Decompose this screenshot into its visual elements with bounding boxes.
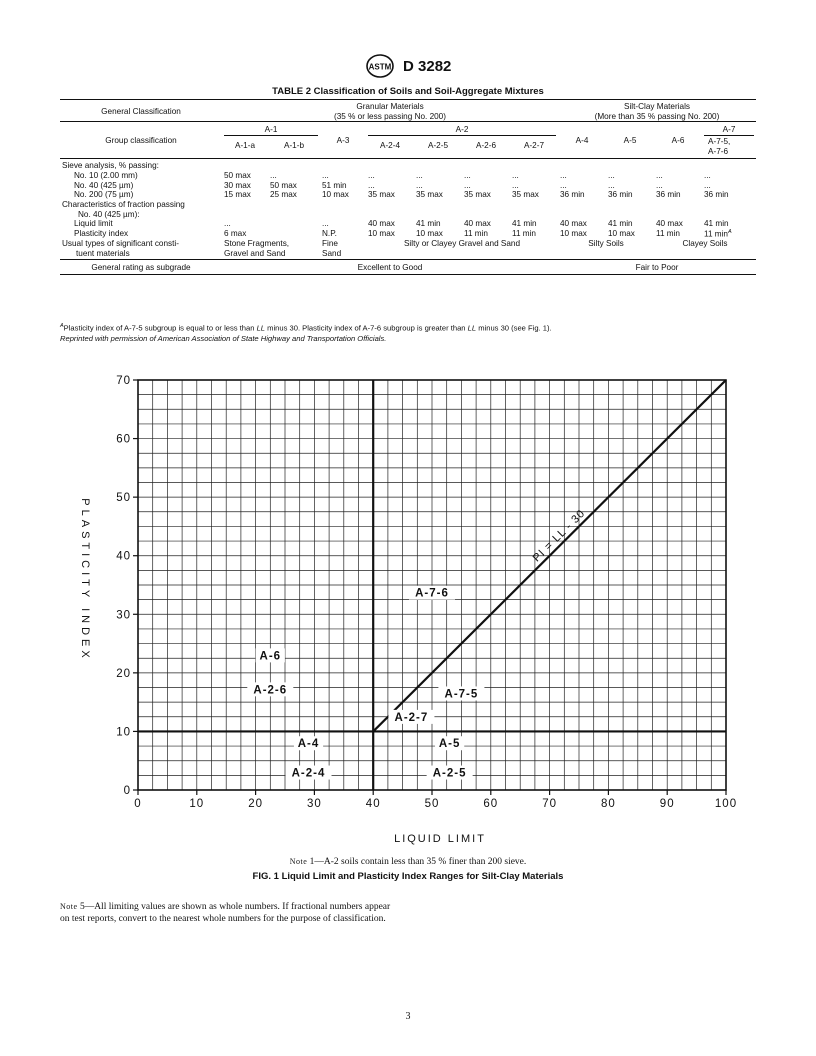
materials-fine-sand: Fine Sand bbox=[322, 239, 342, 259]
region-label: A-2-4 bbox=[291, 767, 326, 780]
group-classification-label: Group classification bbox=[60, 122, 222, 159]
region-label: A-2-5 bbox=[432, 767, 467, 780]
x-tick-label: 0 bbox=[134, 798, 142, 810]
y-tick-label: 60 bbox=[116, 433, 131, 446]
materials-stone: Stone Fragments, Gravel and Sand bbox=[224, 239, 290, 259]
chart-grid bbox=[138, 380, 726, 790]
row-liquid-limit: Liquid limit ... ... 40 max 41 min 40 max 41 min 40 max 41 min 40 max 41 min bbox=[74, 219, 729, 229]
subgroup-a26: A-2-6 bbox=[475, 141, 497, 151]
materials-silty-soils: Silty Soils bbox=[588, 239, 624, 249]
granular-materials-header: Granular Materials (35 % or less passing No. 200) bbox=[222, 100, 558, 122]
figure-caption: FIG. 1 Liquid Limit and Plasticity Index Ranges for Silt-Clay Materials bbox=[252, 871, 564, 882]
x-tick-label: 80 bbox=[601, 798, 616, 810]
group-a2: A-2 bbox=[366, 122, 558, 136]
subgroup-a7: A-7-5, A-7-6 bbox=[708, 137, 731, 156]
x-tick-label: 50 bbox=[424, 798, 440, 810]
row-no10: No. 10 (2.00 mm) 50 max ... ... ... ... ... ... ... ... ... ... bbox=[74, 171, 711, 181]
region-label: A-4 bbox=[297, 738, 320, 751]
y-tick-label: 50 bbox=[116, 492, 131, 505]
subgroup-a24: A-2-4 bbox=[379, 141, 401, 151]
note-5: Note 5—All limiting values are shown as whole numbers. If fractional numbers appear on test reports, convert to the nearest whole numbers for the purpose of classification. bbox=[60, 902, 391, 925]
silt-clay-materials-header: Silt-Clay Materials (More than 35 % passing No. 200) bbox=[558, 100, 756, 122]
subgroup-a27: A-2-7 bbox=[523, 141, 545, 151]
group-a1: A-1 bbox=[222, 122, 320, 136]
x-tick-label: 10 bbox=[189, 798, 205, 810]
pi-ll-line-label: PI = LL - 30 bbox=[530, 507, 588, 565]
header-row-general bbox=[60, 100, 756, 122]
subgroup-a1a: A-1-a bbox=[234, 141, 256, 151]
region-label: A-7-6 bbox=[415, 587, 449, 600]
region-label: A-2-7 bbox=[394, 711, 429, 724]
header-row-groups bbox=[60, 122, 756, 136]
row-materials: Usual types of significant consti- tuent materials Stone Fragments, Gravel and Sand Fine Sand Silty or Clayey Gravel and Sand Silty Soils Clayey Soils bbox=[60, 239, 756, 259]
region-label: A-2-6 bbox=[253, 684, 288, 697]
table-footnote-reprint: Reprinted with permission of American Association of State Highway and Transportation Officials. bbox=[60, 334, 387, 343]
x-axis-title: LIQUID LIMIT bbox=[394, 833, 486, 845]
x-tick-label: 100 bbox=[714, 798, 738, 810]
subgroup-a25: A-2-5 bbox=[427, 141, 449, 151]
rating-good: Excellent to Good bbox=[222, 259, 558, 275]
row-rating bbox=[60, 259, 756, 275]
group-a5: A-5 bbox=[606, 122, 654, 159]
x-tick-label: 90 bbox=[659, 798, 675, 810]
x-tick-label: 40 bbox=[365, 798, 381, 810]
materials-silty-gravel: Silty or Clayey Gravel and Sand bbox=[403, 239, 521, 249]
row-plasticity-index: Plasticity index 6 max N.P. 10 max 10 max 11 min 11 min 10 max 10 max 11 min 11 $\min^A$ bbox=[74, 229, 732, 239]
group-a7: A-7 bbox=[702, 122, 756, 136]
y-tick-label: 40 bbox=[116, 550, 131, 563]
y-tick-label: 20 bbox=[116, 667, 131, 680]
x-tick-label: 20 bbox=[248, 798, 263, 810]
rating-poor: Fair to Poor bbox=[558, 259, 756, 275]
row-no200: No. 200 (75 µm) 15 max 25 max 10 max 35 max 35 max 35 max 35 max 36 min 36 min 36 min 36 min bbox=[74, 190, 729, 200]
svg-text:ASTM: ASTM bbox=[368, 62, 391, 72]
chart-axes bbox=[79, 375, 737, 845]
row-no40: No. 40 (425 µm) 30 max 50 max 51 min ... ... ... ... ... ... ... ... bbox=[74, 180, 711, 190]
y-axis-title: PLASTICITY INDEX bbox=[79, 498, 91, 662]
figure-note-1: Note 1—A-2 soils contain less than 35 % finer than 200 sieve. bbox=[289, 857, 527, 867]
region-label: A-7-5 bbox=[444, 688, 479, 701]
x-tick-label: 30 bbox=[307, 798, 322, 810]
y-tick-label: 30 bbox=[116, 609, 131, 622]
y-tick-label: 10 bbox=[116, 726, 131, 739]
materials-clayey-soils: Clayey Soils bbox=[682, 239, 728, 249]
general-classification-label: General Classification bbox=[60, 100, 222, 122]
table-footnote-a: $^A$Plasticity index of A-7-5 subgroup is equal to or less than LL minus 30. Plasticity index of A-7-6 subgroup is greater than LL minus 30 (see Fig. 1). bbox=[60, 323, 552, 333]
x-tick-label: 70 bbox=[542, 798, 557, 810]
group-a4: A-4 bbox=[558, 122, 606, 159]
group-a6: A-6 bbox=[654, 122, 702, 159]
row-characteristics: Characteristics of fraction passing bbox=[62, 200, 185, 210]
rating-label: General rating as subgrade bbox=[60, 259, 222, 275]
page-number: 3 bbox=[405, 1011, 411, 1022]
classification-table bbox=[60, 99, 756, 275]
page-header bbox=[0, 54, 816, 78]
y-tick-label: 0 bbox=[123, 785, 131, 797]
row-no40-fraction: No. 40 (425 µm): bbox=[78, 209, 140, 219]
region-label: A-6 bbox=[259, 650, 282, 663]
subgroup-a1b: A-1-b bbox=[283, 141, 305, 151]
document-id: D 3282 bbox=[403, 57, 452, 75]
group-a3: A-3 bbox=[320, 122, 366, 159]
region-label: A-5 bbox=[438, 738, 461, 751]
row-sieve-analysis: Sieve analysis, % passing: bbox=[60, 159, 756, 171]
y-tick-label: 70 bbox=[116, 375, 131, 387]
x-tick-label: 60 bbox=[483, 798, 499, 810]
astm-logo-icon bbox=[365, 54, 395, 78]
plasticity-chart bbox=[70, 370, 750, 850]
table-title: TABLE 2 Classification of Soils and Soil-Aggregate Mixtures bbox=[272, 86, 544, 97]
